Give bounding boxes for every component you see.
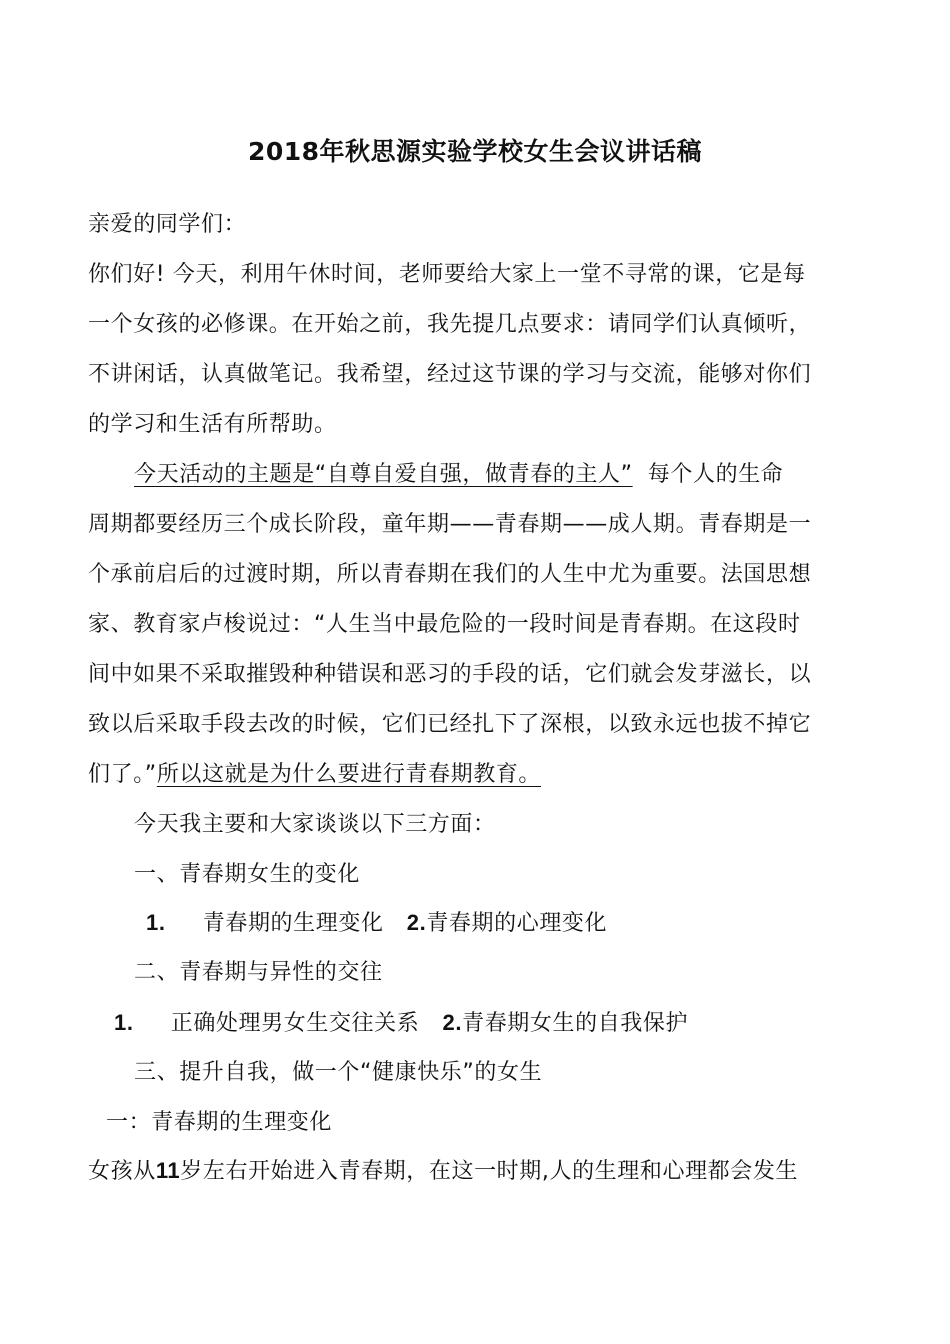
paragraph-line: 家、教育家卢梭说过：“人生当中最危险的一段时间是青春期。在这段时 [88,612,801,637]
intro-topics: 今天我主要和大家谈谈以下三方面： [134,812,496,837]
paragraph-line [88,1146,868,1197]
list-item: 青春期的生理变化 [202,911,384,936]
paragraph-line: 你们好! 今天，利用午休时间，老师要给大家上一堂不寻常的课，它是每 [88,262,806,287]
theme-line [88,450,868,500]
section-heading-3: 三、提升自我，做一个“健康快乐”的女生 [134,1060,543,1085]
theme-rest-text: 每个人的生命 [632,462,784,487]
paragraph-line: 间中如果不采取摧毁种种错误和恶习的手段的话，它们就会发芽滋长，以 [88,662,812,687]
age-number: 11 [155,1158,181,1183]
section-1-items [146,898,868,949]
item-number: 1. [114,1010,134,1035]
paragraph-last-line [88,750,868,800]
item-number: 2. [442,1010,463,1035]
quote-end-text: 们了。” [88,762,157,787]
section-2-items [114,998,868,1049]
document-title: 2018年秋思源实验学校女生会议讲话稿 [247,137,703,166]
paragraph-line: 致以后采取手段去改的时候，它们已经扎下了深根，以致永远也拔不掉它 [88,712,812,737]
section-heading-2: 二、青春期与异性的交往 [134,960,383,985]
conclusion-underlined-text: 所以这就是为什么要进行青春期教育。 [156,762,542,787]
paragraph-line: 周期都要经历三个成长阶段，童年期——青春期——成人期。青春期是一 [88,512,812,537]
text-segment: 女孩从 [88,1159,156,1184]
theme-underlined-text: 今天活动的主题是“自尊自爱自强，做青春的主人” [134,462,633,487]
section-heading-1: 一、青春期女生的变化 [134,862,361,887]
paragraph-line: 一个女孩的必修课。在开始之前，我先提几点要求：请同学们认真倾听， [88,312,812,337]
list-item: 青春期的心理变化 [426,911,608,936]
paragraph-line: 个承前启后的过渡时期，所以青春期在我们的人生中尤为重要。法国思想 [88,562,812,587]
item-number: 2. [406,910,427,935]
list-item: 青春期女生的自我保护 [462,1011,689,1036]
paragraph-line: 不讲闲话，认真做笔记。我希望，经过这节课的学习与交流，能够对你们 [88,362,812,387]
paragraph-line: 的学习和生活有所帮助。 [88,412,337,437]
text-segment: 岁左右开始进入青春期，在这一时期,人的生理和心理都会发生 [180,1159,799,1184]
greeting: 亲爱的同学们： [88,212,247,237]
item-number: 1. [146,910,166,935]
subheading: 一：青春期的生理变化 [106,1110,333,1135]
list-item: 正确处理男女生交往关系 [170,1011,420,1036]
